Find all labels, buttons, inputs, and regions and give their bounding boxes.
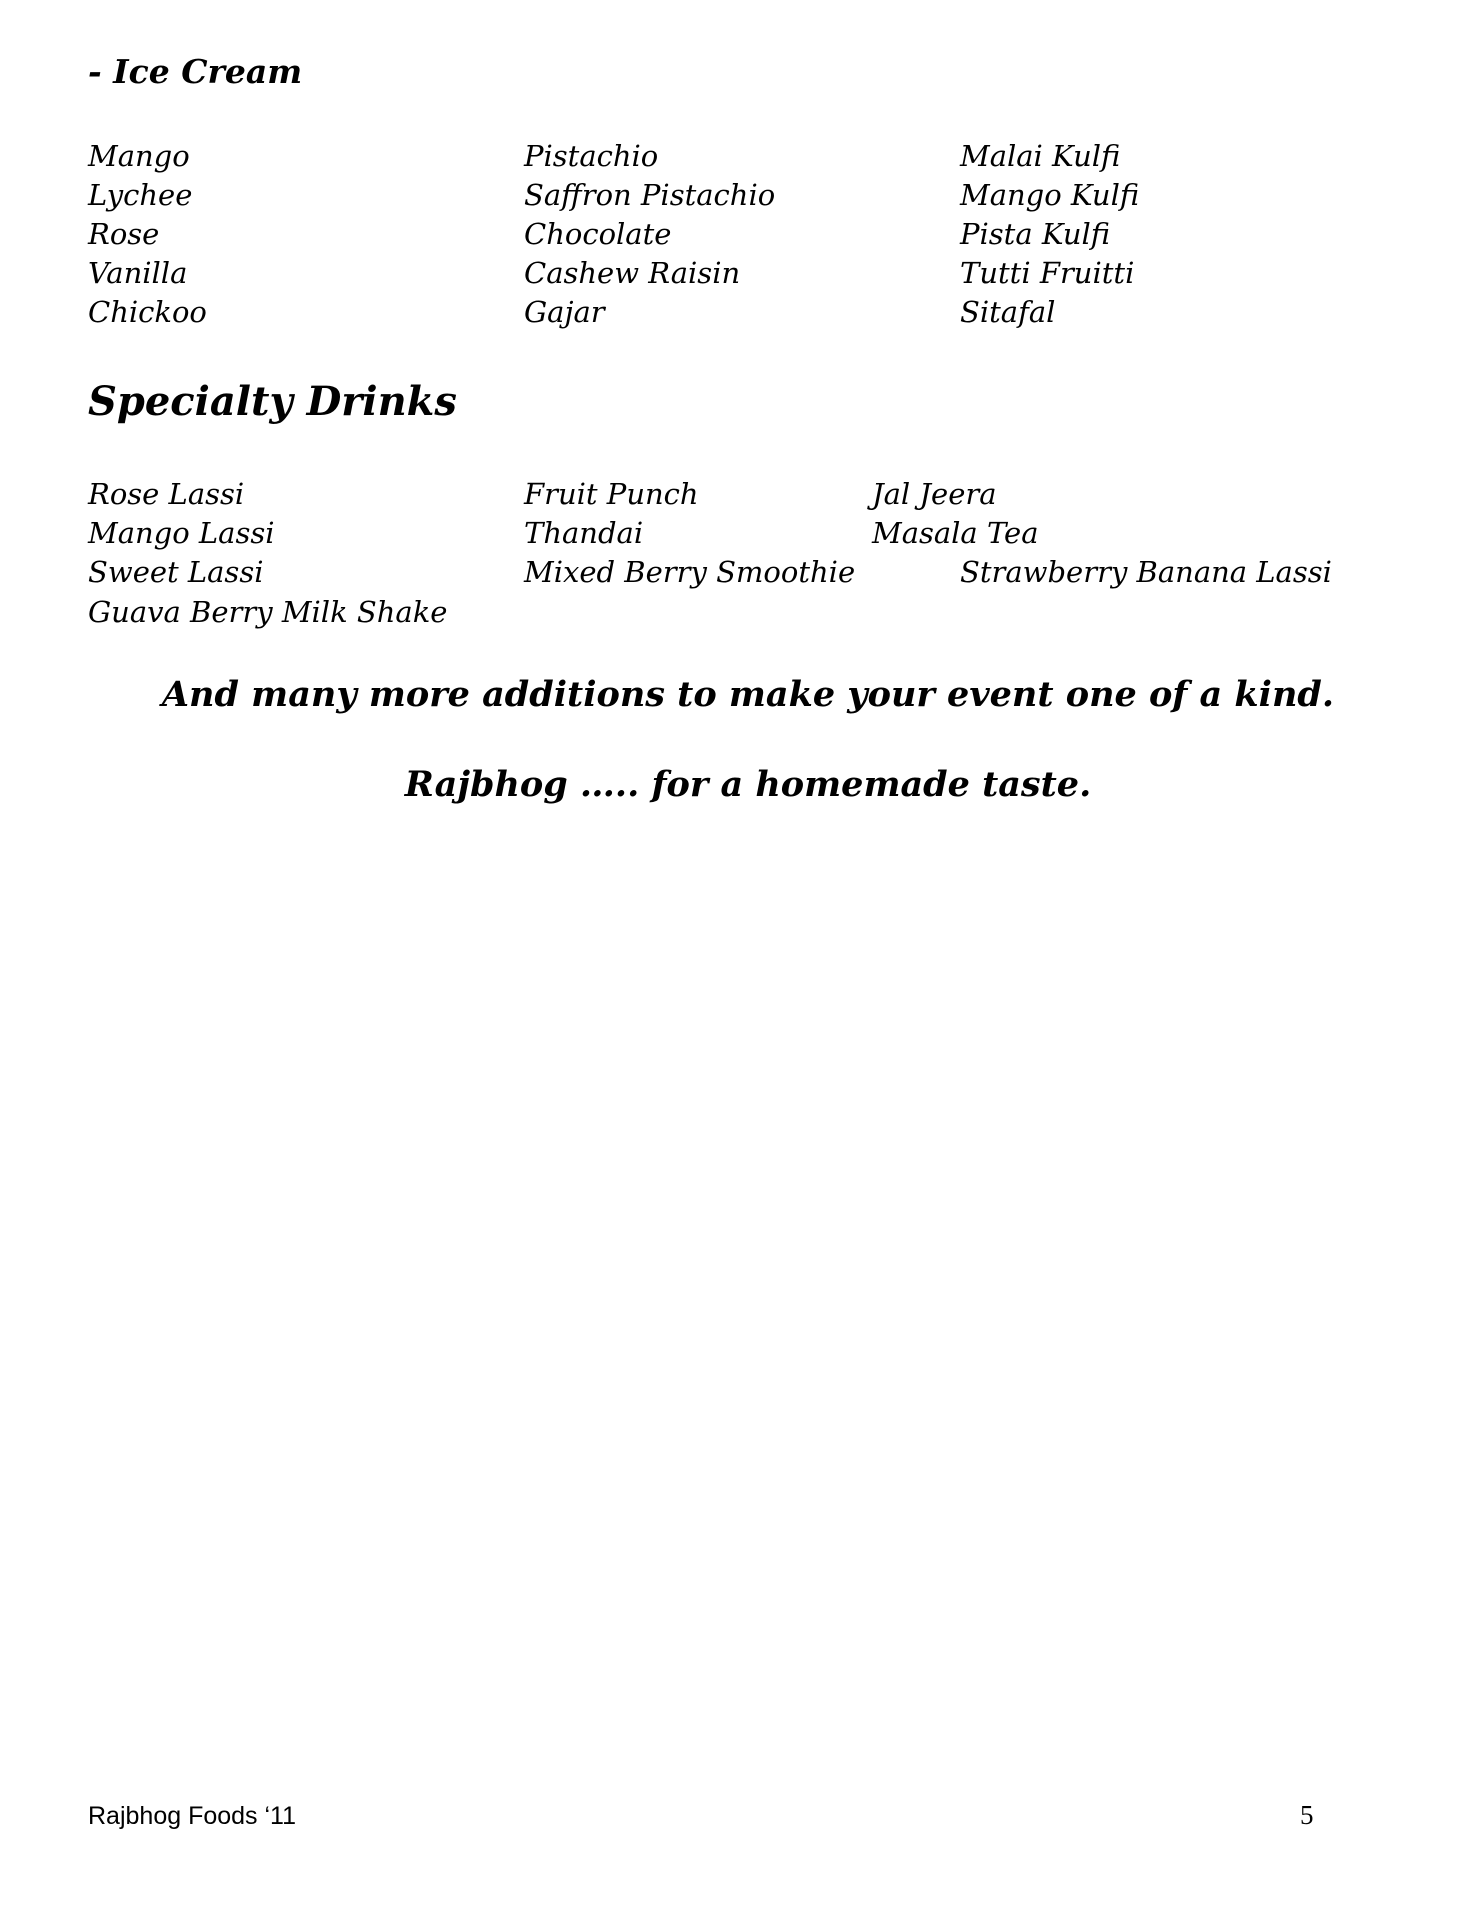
- drink-item: Thandai: [524, 516, 644, 550]
- ice-cream-item: Saffron Pistachio: [524, 178, 776, 212]
- ice-cream-item: Chickoo: [88, 295, 207, 329]
- ice-cream-item: Malai Kulfi: [960, 139, 1121, 173]
- ice-cream-item: Pista Kulfi: [960, 217, 1111, 251]
- drink-item: Rose Lassi: [88, 477, 245, 511]
- ice-cream-heading: - Ice Cream: [88, 52, 303, 91]
- drink-item: Fruit Punch: [524, 477, 699, 511]
- ice-cream-item: Gajar: [524, 295, 605, 329]
- ice-cream-item: Mango Kulfi: [960, 178, 1140, 212]
- tagline-additions: And many more additions to make your event one of a kind.: [161, 674, 1335, 715]
- ice-cream-item: Cashew Raisin: [524, 256, 741, 290]
- ice-cream-item: Vanilla: [88, 256, 188, 290]
- ice-cream-item: Mango: [88, 139, 190, 173]
- drink-item: Sweet Lassi: [88, 555, 264, 589]
- ice-cream-item: Chocolate: [524, 217, 672, 251]
- drink-item: Masala Tea: [872, 516, 1039, 550]
- footer-company: Rajbhog Foods ‘11: [88, 1802, 297, 1830]
- ice-cream-item: Rose: [88, 217, 160, 251]
- drink-item: Guava Berry Milk Shake: [88, 595, 448, 629]
- specialty-drinks-heading: Specialty Drinks: [88, 378, 457, 425]
- drink-item: Jal Jeera: [872, 477, 997, 511]
- drink-item: Mixed Berry Smoothie: [524, 555, 856, 589]
- page-number: 5: [1300, 1800, 1314, 1830]
- ice-cream-item: Pistachio: [524, 139, 659, 173]
- ice-cream-item: Tutti Fruitti: [960, 256, 1135, 290]
- drink-item: Mango Lassi: [88, 516, 275, 550]
- ice-cream-item: Sitafal: [960, 295, 1056, 329]
- tagline-homemade: Rajbhog ….. for a homemade taste.: [404, 764, 1092, 805]
- drink-item: Strawberry Banana Lassi: [960, 555, 1332, 589]
- ice-cream-item: Lychee: [88, 178, 193, 212]
